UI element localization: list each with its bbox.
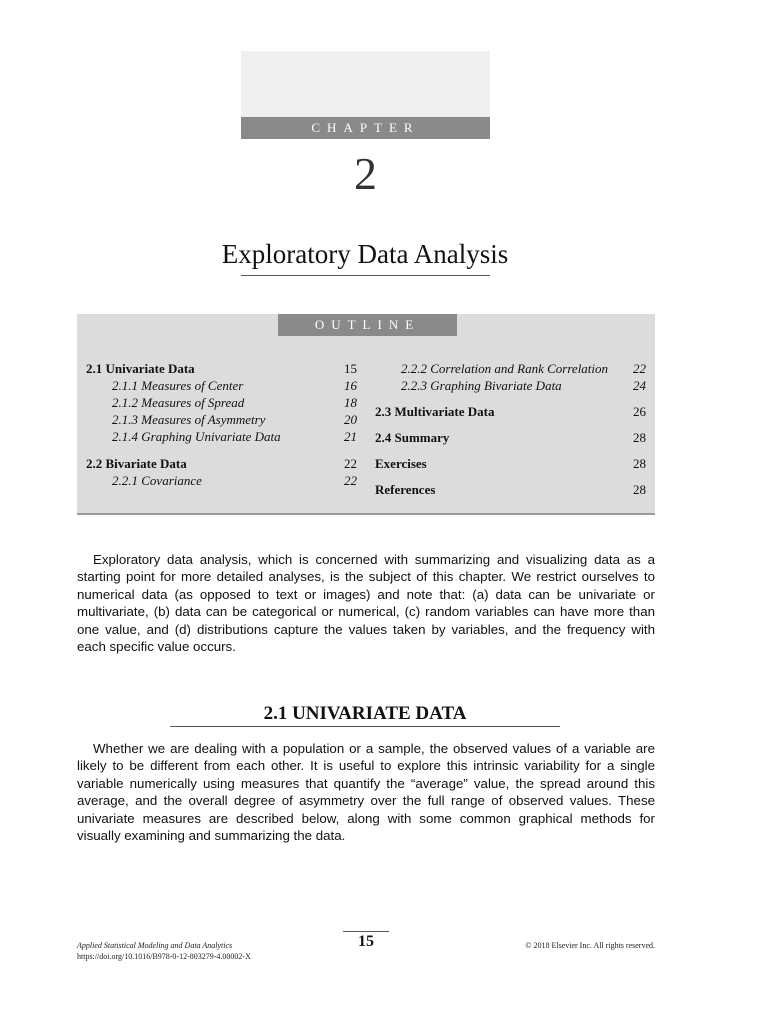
copyright: © 2018 Elsevier Inc. All rights reserved.	[525, 941, 655, 950]
outline-entry[interactable]: 2.2.2 Correlation and Rank Correlation	[401, 361, 609, 376]
outline-entry[interactable]: 2.1.4 Graphing Univariate Data	[112, 429, 281, 444]
outline-entry[interactable]: References	[375, 482, 436, 497]
outline-entry[interactable]: 2.1.2 Measures of Spread	[112, 395, 245, 410]
title-divider	[241, 275, 490, 276]
outline-page: 21	[344, 429, 357, 444]
chapter-label: CHAPTER	[241, 117, 490, 139]
outline-page: 22	[344, 473, 357, 488]
outline-page: 28	[633, 430, 646, 445]
doi-link[interactable]: https://doi.org/10.1016/B978-0-12-803279-4.00002-X	[77, 952, 251, 961]
section-divider	[170, 726, 560, 727]
outline-page: 20	[344, 412, 357, 427]
outline-entry[interactable]: 2.3 Multivariate Data	[375, 404, 495, 419]
outline-entry[interactable]: Exercises	[375, 456, 427, 471]
outline-box	[77, 314, 655, 515]
chapter-number: 2	[354, 148, 377, 199]
outline-page: 28	[633, 456, 646, 471]
outline-entry[interactable]: 2.4 Summary	[375, 430, 450, 445]
outline-page: 22	[344, 456, 357, 471]
book-title: Applied Statistical Modeling and Data Analytics	[77, 941, 233, 950]
outline-page: 28	[633, 482, 646, 497]
outline-label: OUTLINE	[278, 314, 457, 336]
outline-entry[interactable]: 2.1.1 Measures of Center	[112, 378, 244, 393]
outline-page: 24	[633, 378, 646, 393]
page-number: 15	[358, 933, 374, 950]
outline-entry[interactable]: 2.1 Univariate Data	[86, 361, 195, 376]
outline-page: 22	[633, 361, 646, 376]
footer-citation	[77, 940, 251, 962]
outline-page: 18	[344, 395, 357, 410]
outline-page: 15	[344, 361, 357, 376]
chapter-title: Exploratory Data Analysis	[221, 239, 509, 269]
outline-entry[interactable]: 2.2.3 Graphing Bivariate Data	[401, 378, 562, 393]
intro-paragraph: Exploratory data analysis, which is concerned with summarizing and visualizing data as a starting point for more detailed analyses, is the subject of this chapter. We restrict ourselves to numerical data (as opposed to text or images) and note that: (a) data can be univariate or multivariate, (b) data can be categorical or numerical, (c) random variables can have more than one value, and (d) distributions capture the values taken by variables, and the frequency with each specific value occurs.	[77, 552, 655, 655]
section-heading: 2.1 UNIVARIATE DATA	[263, 703, 467, 724]
outline-entry[interactable]: 2.2.1 Covariance	[112, 473, 202, 488]
outline-entry[interactable]: 2.1.3 Measures of Asymmetry	[112, 412, 266, 427]
outline-page: 16	[344, 378, 357, 393]
section-paragraph: Whether we are dealing with a population or a sample, the observed values of a variable are likely to be different from each other. It is useful to explore this intrinsic variability for a single variable numerically using measures that quantify the “average” value, the spread around this average, and the overall degree of asymmetry over the full range of observed values. These univariate measures are described below, along with some common graphical methods for visually examining and summarizing the data.	[77, 741, 655, 844]
outline-entry[interactable]: 2.2 Bivariate Data	[86, 456, 187, 471]
chapter-box	[241, 51, 490, 139]
outline-page: 26	[633, 404, 646, 419]
